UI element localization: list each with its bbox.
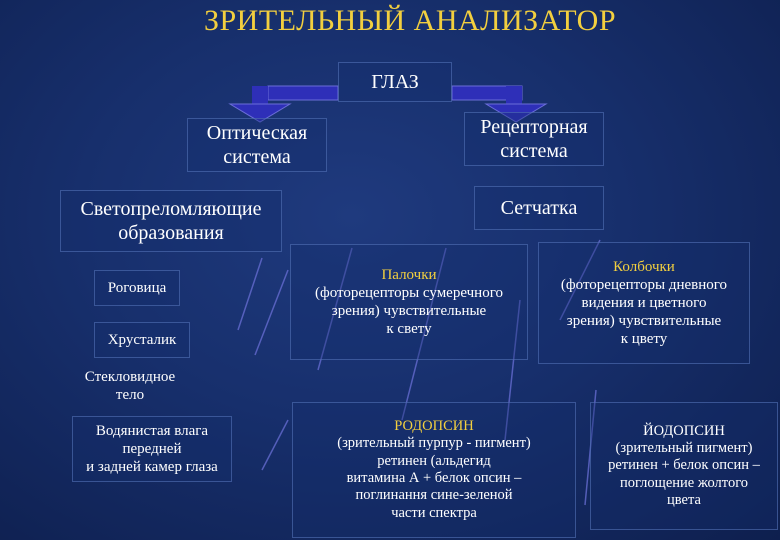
- rods-line-2: (фоторецепторы сумеречного: [315, 285, 503, 301]
- cones-line-4: зрения) чувствительные: [566, 313, 722, 329]
- iodopsin-line-5: цвета: [667, 492, 701, 509]
- rhodopsin-box: [292, 402, 576, 538]
- vitreous-line-1: Стекловидное: [84, 369, 176, 385]
- refractive-line-1: Светопреломляющие: [80, 198, 262, 220]
- arrow-left: [230, 86, 338, 122]
- cones-box: [538, 242, 750, 364]
- rhodopsin-line-4: витамина А + белок опсин –: [346, 470, 522, 486]
- cones-line-5: к цвету: [620, 331, 668, 347]
- cones-line-1: Колбочки: [613, 259, 675, 275]
- iodopsin-box: [590, 402, 778, 530]
- cornea-label: Роговица: [107, 280, 167, 296]
- refractive-line-2: образования: [118, 222, 224, 244]
- receptor-system-box: [464, 112, 604, 166]
- eye-box: [338, 62, 452, 102]
- rhodopsin-line-1: РОДОПСИН: [394, 417, 474, 434]
- optical-system-box: [187, 118, 327, 172]
- iodopsin-line-2: (зрительный пигмент): [615, 439, 753, 456]
- iodopsin-line-3: ретинен + белок опсин –: [608, 457, 760, 474]
- cones-line-2: (фоторецепторы дневного: [560, 277, 728, 293]
- aqueous-line-1: Водянистая влага: [95, 423, 209, 439]
- rhodopsin-line-5: поглинання сине-зеленой: [355, 487, 513, 504]
- cornea-box: [94, 270, 180, 306]
- rods-line-3: зрения) чувствительные: [331, 303, 487, 319]
- aqueous-line-2: передней: [122, 441, 182, 457]
- rhodopsin-line-3: ретинен (альдегид: [377, 452, 491, 469]
- rods-box: [290, 244, 528, 360]
- lens-label: Хрусталик: [107, 332, 177, 348]
- optical-line-2: система: [223, 146, 291, 168]
- rhodopsin-line-2: (зрительный пурпур - пигмент): [337, 435, 531, 452]
- lens-box: [94, 322, 190, 358]
- optical-line-1: Оптическая: [206, 122, 308, 144]
- rods-line-4: к свету: [386, 321, 432, 337]
- rods-line-1: Палочки: [381, 267, 437, 283]
- iodopsin-line-4: поглощение жолтого: [619, 474, 749, 491]
- aqueous-humor-box: [72, 416, 232, 482]
- receptor-line-2: система: [500, 140, 568, 162]
- page-title: ЗРИТЕЛЬНЫЙ АНАЛИЗАТОР: [203, 4, 617, 37]
- vitreous-text: [78, 368, 182, 404]
- refractive-structures-box: [60, 190, 282, 252]
- receptor-line-1: Рецепторная: [480, 116, 588, 138]
- iodopsin-line-1: ЙОДОПСИН: [643, 422, 725, 439]
- cones-line-3: видения и цветного: [581, 295, 707, 311]
- aqueous-line-3: и задней камер глаза: [86, 459, 218, 475]
- vitreous-line-2: тело: [115, 387, 145, 403]
- eye-label: ГЛАЗ: [371, 71, 419, 93]
- retina-label: Сетчатка: [500, 197, 578, 219]
- rhodopsin-line-6: части спектра: [391, 504, 477, 521]
- retina-box: [474, 186, 604, 230]
